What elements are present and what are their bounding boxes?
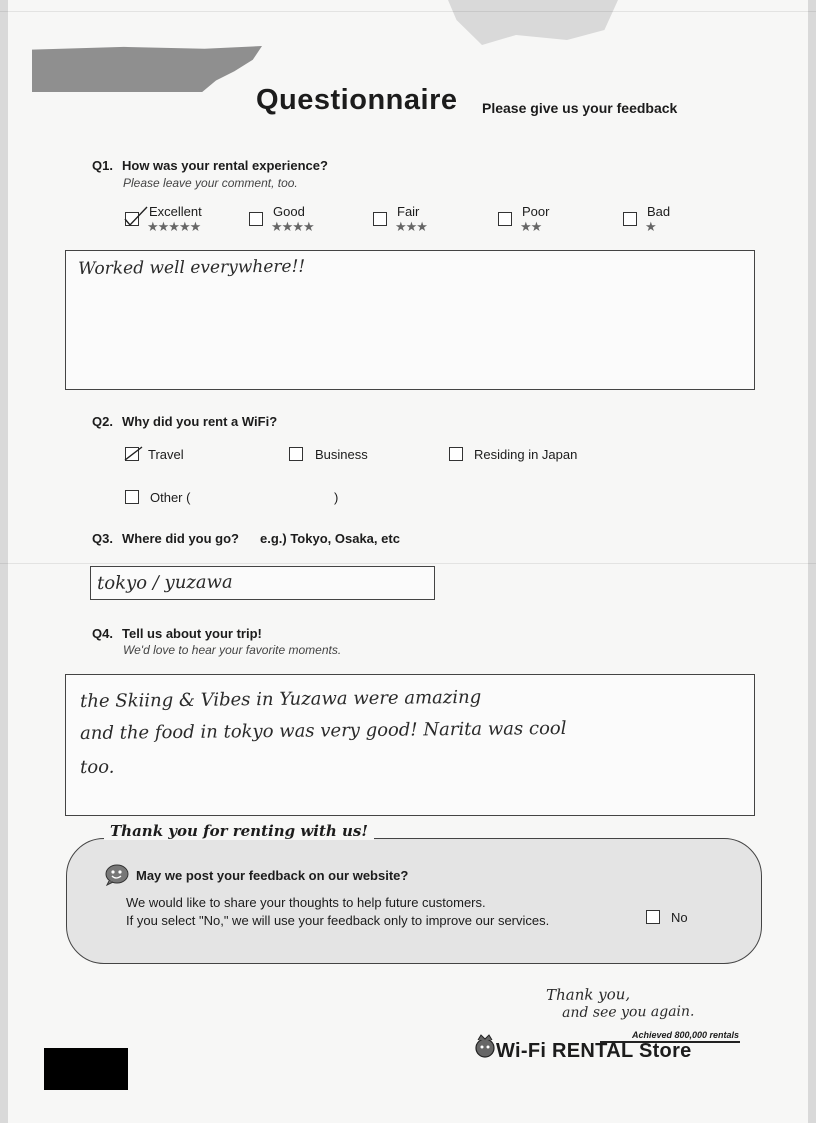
q2-number: Q2. (92, 414, 113, 429)
consent-line-1: We would like to share your thoughts to help future customers. (126, 895, 486, 910)
q1-question: How was your rental experience? (122, 158, 328, 173)
thank-you-handwritten: Thank you for renting with us! (104, 822, 374, 840)
speech-bubble-face-icon (104, 862, 130, 886)
check-mark-icon (123, 205, 149, 227)
star-rating-icon: ★★ (520, 220, 542, 235)
checkbox-residing-in-japan[interactable] (449, 447, 463, 461)
q1-comment-text: Worked well everywhere!! (78, 256, 306, 279)
rating-checkbox-poor[interactable] (498, 212, 512, 226)
checkbox-no[interactable] (646, 910, 660, 924)
star-rating-icon: ★★★ (395, 220, 427, 235)
rating-checkbox-bad[interactable] (623, 212, 637, 226)
rating-label-good: Good (273, 204, 305, 219)
torn-paper-corner (448, 0, 618, 50)
page-title: Questionnaire (256, 84, 458, 116)
q3-answer-text: tokyo / yuzawa (97, 571, 233, 594)
q4-answer-line: too. (80, 756, 115, 778)
q4-number: Q4. (92, 626, 113, 641)
q3-question: Where did you go? (122, 531, 239, 546)
option-business-label: Business (315, 447, 368, 462)
signoff-line-2: and see you again. (562, 1003, 695, 1021)
fold-line (0, 11, 816, 12)
option-residing-label: Residing in Japan (474, 447, 578, 462)
redacted-block (44, 1048, 128, 1090)
option-travel-label: Travel (148, 447, 184, 462)
brand-name: Wi-Fi RENTAL Store (496, 1040, 692, 1062)
q3-number: Q3. (92, 531, 113, 546)
option-other-close: ) (334, 490, 339, 505)
q4-answer-line: the Skiing & Vibes in Yuzawa were amazing (80, 686, 482, 712)
star-rating-icon: ★ (645, 220, 656, 235)
q4-hint: We'd love to hear your favorite moments. (123, 643, 342, 657)
q1-hint: Please leave your comment, too. (123, 176, 298, 190)
torn-paper-edge (32, 46, 262, 92)
page-subtitle: Please give us your feedback (482, 100, 678, 116)
star-rating-icon: ★★★★★ (147, 220, 201, 235)
q1-number: Q1. (92, 158, 113, 173)
q2-question: Why did you rent a WiFi? (122, 414, 278, 429)
rating-checkbox-fair[interactable] (373, 212, 387, 226)
rating-label-excellent: Excellent (149, 204, 202, 219)
check-mark-icon (124, 445, 144, 463)
brand-tagline: Achieved 800,000 rentals (632, 1030, 740, 1040)
q4-answer-box[interactable] (65, 674, 755, 816)
q1-comment-box[interactable] (65, 250, 755, 390)
consent-line-2: If you select "No," we will use your feedback only to improve our services. (126, 913, 550, 928)
option-other-label: Other ( (150, 490, 191, 505)
signoff-line-1: Thank you, (546, 985, 631, 1004)
rating-label-fair: Fair (397, 204, 420, 219)
rating-checkbox-good[interactable] (249, 212, 263, 226)
q3-answer-box[interactable] (90, 566, 435, 600)
checkbox-travel[interactable] (125, 447, 139, 461)
star-rating-icon: ★★★★ (271, 220, 314, 235)
q4-answer-line: and the food in tokyo was very good! Narita was cool (80, 717, 567, 744)
rating-label-poor: Poor (522, 204, 550, 219)
rating-label-bad: Bad (647, 204, 671, 219)
checkbox-no-label: No (671, 910, 688, 925)
brand-mascot-icon (474, 1034, 496, 1064)
fold-line (0, 563, 816, 564)
q4-question: Tell us about your trip! (122, 626, 262, 641)
consent-title: May we post your feedback on our website? (136, 868, 409, 883)
rating-checkbox-excellent[interactable] (125, 212, 139, 226)
checkbox-business[interactable] (289, 447, 303, 461)
q3-example: e.g.) Tokyo, Osaka, etc (260, 531, 400, 546)
checkbox-other[interactable] (125, 490, 139, 504)
